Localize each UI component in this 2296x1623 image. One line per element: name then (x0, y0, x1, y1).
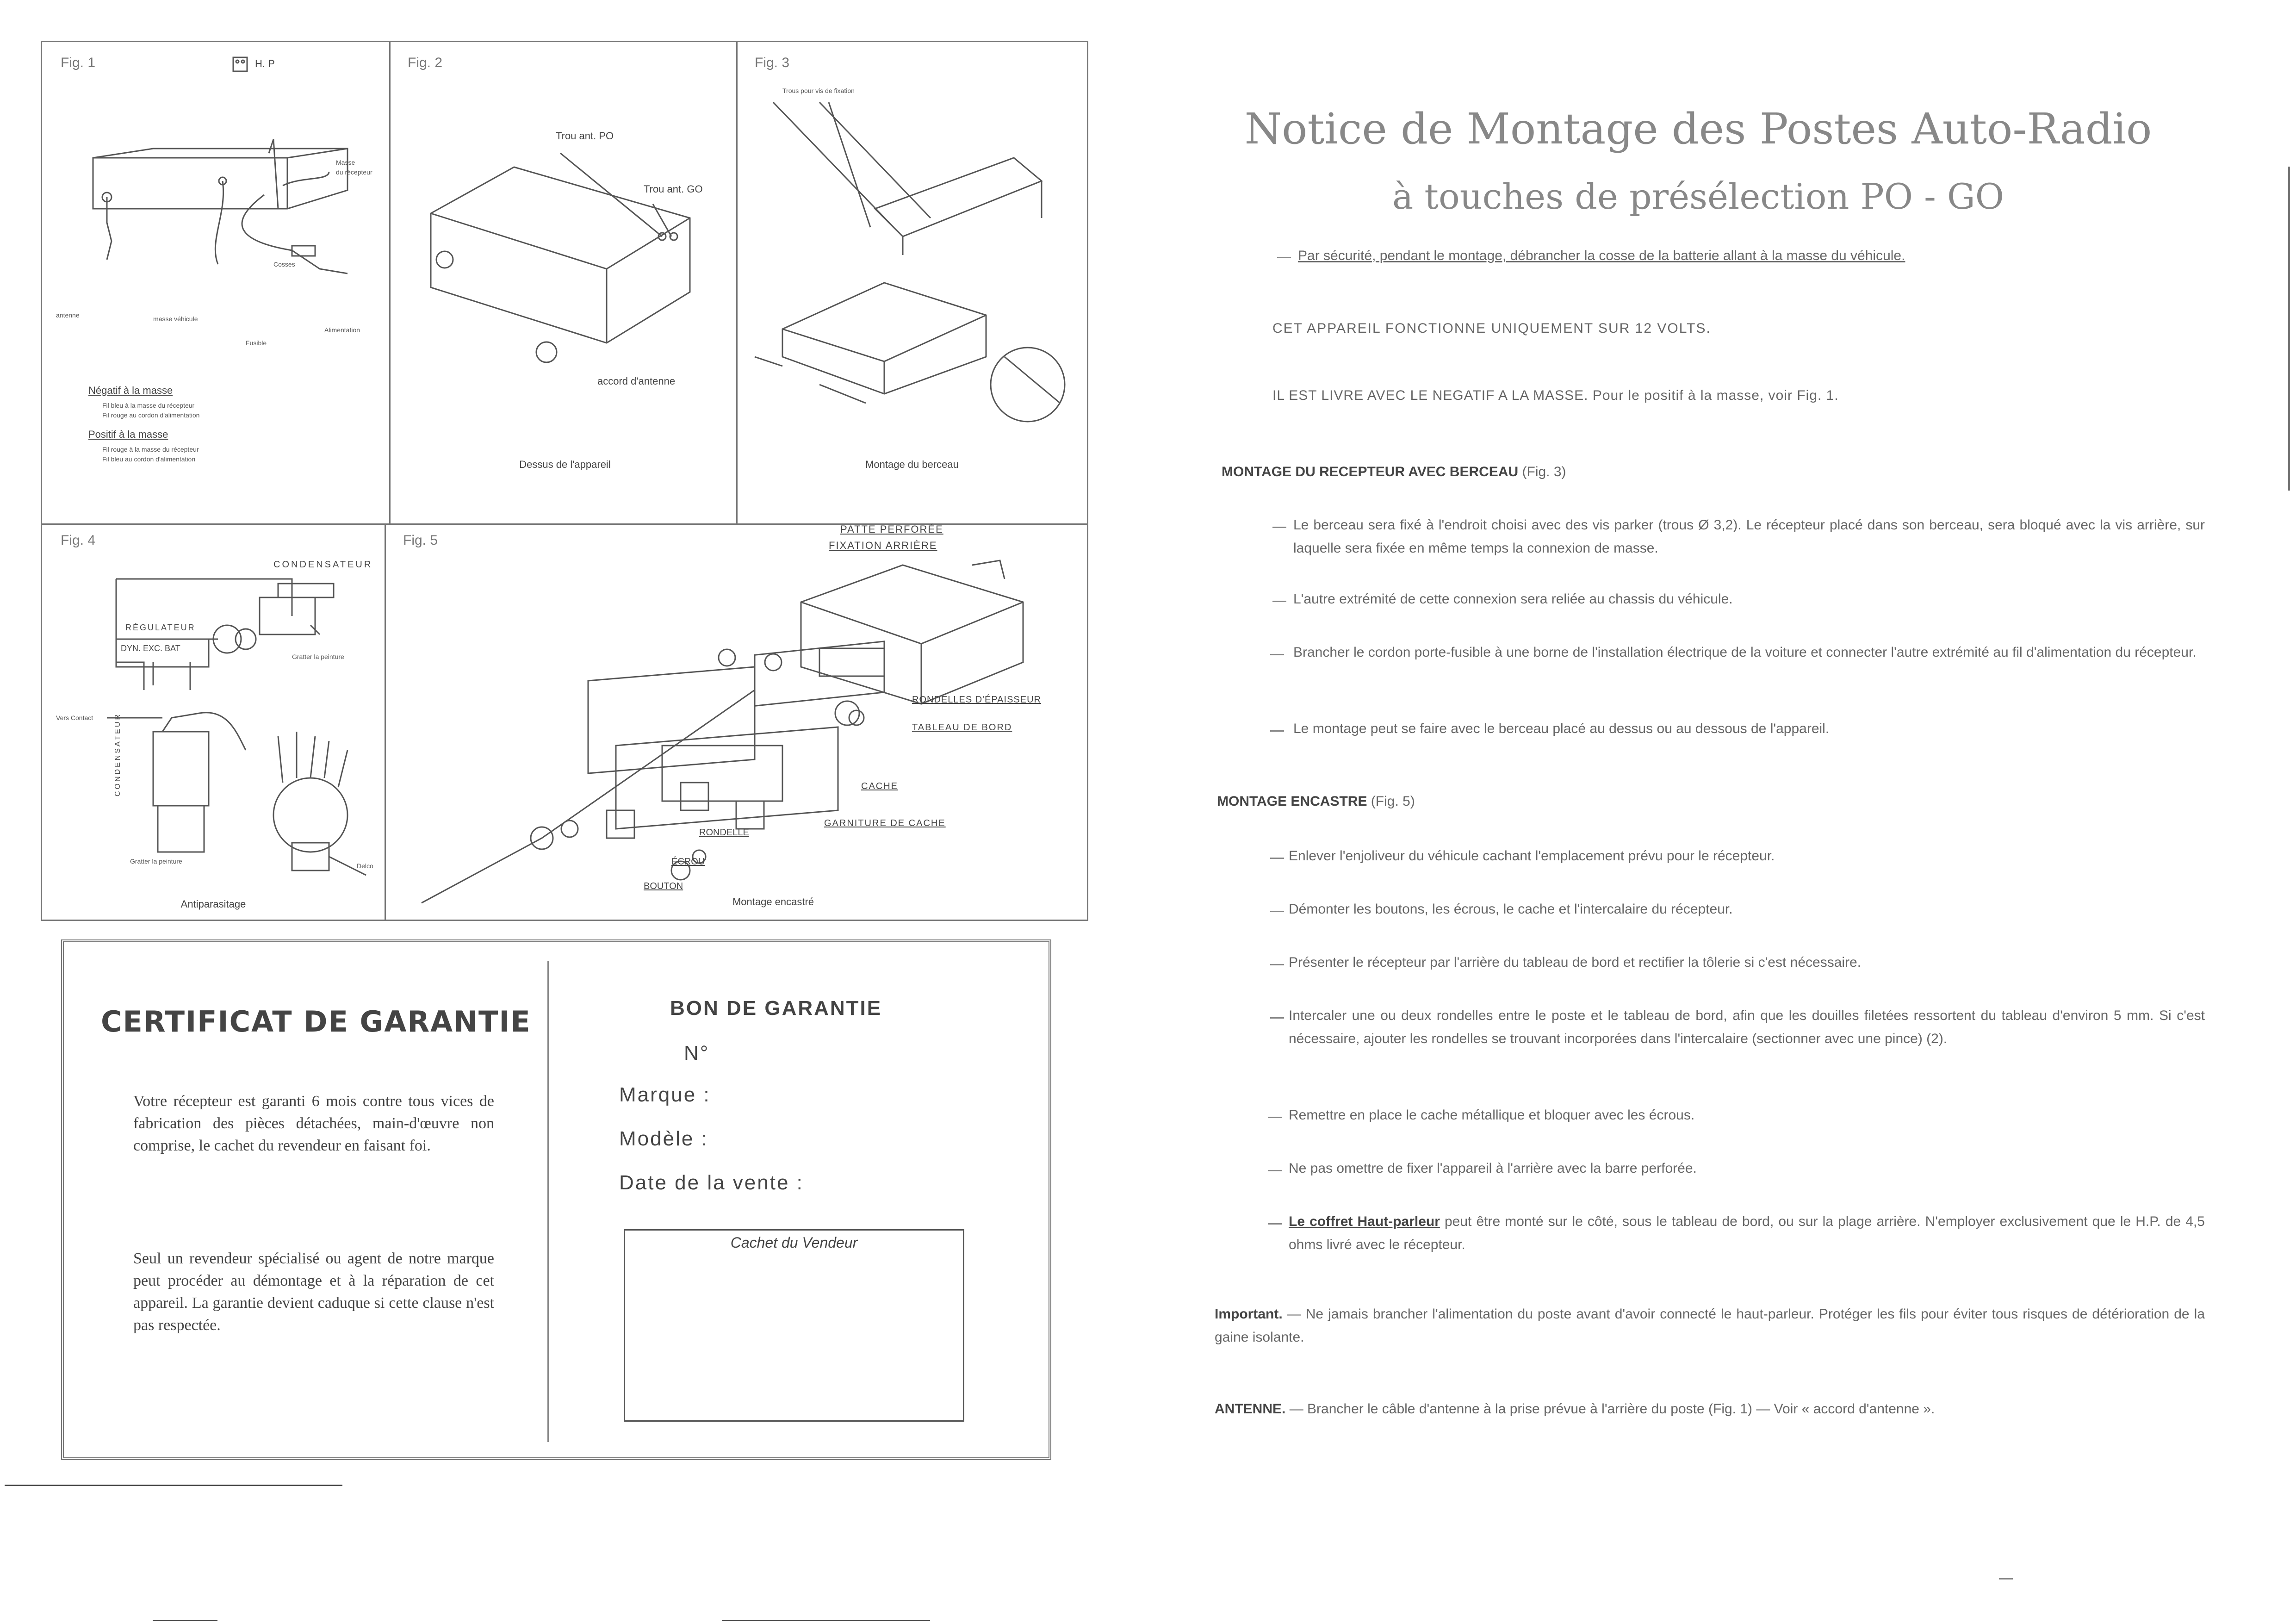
heading-encastre: MONTAGE ENCASTRE (Fig. 5) (1217, 794, 1415, 809)
coffret-text: peut être monté sur le côté, sous le tableau de bord, ou sur la plage arrière. N'employer exclusivement que le H.P. de 4,5 ohms livré avec le récepteur. (1289, 1214, 2205, 1252)
warranty-certificate (61, 939, 1051, 1460)
coffret-label: Le coffret Haut-parleur (1289, 1214, 1440, 1229)
fig5-ecrou: ÉCROU (671, 857, 705, 867)
fig3-caption: Montage du berceau (865, 459, 959, 470)
certificat-para2: Seul un revendeur spécialisé ou agent de notre marque peut procéder au démontage et à la réparation de cet appareil. La garantie devient caduque si cette clause n'est pas respectée. (133, 1250, 494, 1334)
antenne-label: ANTENNE. (1215, 1401, 1286, 1417)
encastre-item-5: Remettre en place le cache métallique et bloquer avec les écrous. (1289, 1107, 1695, 1123)
dash (1270, 1017, 1284, 1019)
fig5-patte1: PATTE PERFORÉE (840, 523, 943, 535)
fig4-gratter2: Gratter la peinture (130, 858, 182, 865)
fig1-drawing (88, 102, 375, 278)
fig1-antenne: antenne (56, 311, 80, 319)
notice-title: Notice de Montage des Postes Auto-Radio (1244, 104, 2152, 154)
bon-modele[interactable]: Modèle : (619, 1127, 708, 1150)
important-text: — Ne jamais brancher l'alimentation du poste avant d'avoir connecté le haut-parleur. Protéger les fils pour éviter tous risques de détérioration de la gaine isolante. (1215, 1306, 2205, 1345)
fig4-regulateur-drawing (107, 570, 375, 709)
speaker-icon (232, 56, 248, 73)
encastre-item-3: Présenter le récepteur par l'arrière du tableau de bord et rectifier la tôlerie si c'est nécessaire. (1289, 955, 1862, 970)
fig4-caption: Antiparasitage (180, 898, 246, 910)
dash (1272, 527, 1286, 528)
fig2-caption: Dessus de l'appareil (519, 459, 611, 470)
antenne-text: — Brancher le câble d'antenne à la prise prévue à l'arrière du poste (Fig. 1) — Voir « accord d'antenne ». (1289, 1401, 1935, 1417)
fig1-negatif-lines: Fil bleu à la masse du récepteur Fil rouge au cordon d'alimentation (102, 402, 200, 419)
dash (1268, 1170, 1282, 1171)
notice-subtitle: à touches de présélection PO - GO (1392, 176, 2004, 217)
important-paragraph (1215, 1303, 2205, 1349)
fig4-gratter1: Gratter la peinture (292, 653, 344, 660)
fig4-dyn: DYN. EXC. BAT (121, 644, 180, 653)
fig5-bouton: BOUTON (644, 881, 683, 891)
encastre-item-1: Enlever l'enjoliveur du véhicule cachant l'emplacement prévu pour le récepteur. (1289, 848, 1775, 864)
divider (153, 1620, 217, 1621)
dash (1270, 858, 1284, 859)
grid-divider (736, 42, 738, 523)
bon-title: BON DE GARANTIE (670, 997, 882, 1020)
fig5-rondelles: RONDELLES D'ÉPAISSEUR (912, 695, 1041, 705)
fig1-positif-lines: Fil rouge à la masse du récepteur Fil bleu au cordon d'alimentation (102, 446, 199, 463)
fig1-masse-recepteur: Masse du récepteur (336, 159, 372, 176)
fig3-trous: Trous pour vis de fixation (782, 87, 855, 94)
berceau-item-2: L'autre extrémité de cette connexion sera reliée au chassis du véhicule. (1293, 591, 1733, 607)
berceau-item-3: Brancher le cordon porte-fusible à une borne de l'installation électrique de la voiture et connecter l'autre extrémité au fil d'alimentation du récepteur. (1293, 645, 2197, 660)
dash (1270, 654, 1284, 655)
notice-securite: Par sécurité, pendant le montage, débrancher la cosse de la batterie allant à la masse du véhicule. (1298, 248, 1905, 263)
berceau-item-1: Le berceau sera fixé à l'endroit choisi avec des vis parker (trous Ø 3,2). Le récepteur placé dans son berceau, sera bloqué avec la vis arrière, sur laquelle sera fixée en même temps la connexion de masse. (1293, 517, 2205, 556)
berceau-item-4: Le montage peut se faire avec le berceau placé au dessus ou au dessous de l'appareil. (1293, 721, 1830, 736)
fig4-regulateur: RÉGULATEUR (125, 623, 196, 632)
encastre-item-2: Démonter les boutons, les écrous, le cache et l'intercalaire du récepteur. (1289, 902, 1733, 917)
fig1-label: Fig. 1 (61, 55, 96, 70)
encastre-item-6: Ne pas omettre de fixer l'appareil à l'arrière avec la barre perforée. (1289, 1161, 1697, 1176)
fig4-label: Fig. 4 (61, 533, 96, 548)
cachet-box[interactable] (624, 1229, 964, 1422)
fig5-caption: Montage encastré (732, 896, 814, 908)
certificat-title: CERTIFICAT DE GARANTIE (101, 1005, 531, 1038)
fig4-condensateur: CONDENSATEUR (273, 560, 373, 570)
coffret-paragraph (1289, 1210, 2205, 1256)
dash (1270, 964, 1284, 965)
fig1-alimentation: Alimentation (324, 326, 360, 334)
divider (722, 1620, 930, 1621)
important-label: Important. (1215, 1306, 1283, 1322)
antenne-paragraph (1215, 1398, 1935, 1421)
fig5-cache: CACHE (861, 781, 899, 791)
fig5-garniture: GARNITURE DE CACHE (824, 818, 946, 828)
fig1-positif-title: Positif à la masse (88, 429, 168, 440)
dash (1270, 730, 1284, 732)
fig4-condensateur-vertical: CONDENSATEUR (114, 712, 122, 796)
notice-volts: CET APPAREIL FONCTIONNE UNIQUEMENT SUR 12 VOLTS. (1272, 321, 1711, 336)
dash (1268, 1223, 1282, 1225)
fig4-vers-contact: Vers Contact (56, 714, 93, 721)
fig3-label: Fig. 3 (755, 55, 790, 70)
dash (1277, 257, 1291, 258)
grid-divider (385, 523, 386, 920)
fig5-patte2: FIXATION ARRIÈRE (829, 540, 937, 551)
dash (1272, 601, 1286, 602)
fig2-accord: accord d'antenne (597, 375, 676, 387)
fig2-trou-go: Trou ant. GO (644, 183, 703, 195)
heading-berceau: MONTAGE DU RECEPTEUR AVEC BERCEAU (Fig. 3) (1222, 464, 1566, 479)
fig5-tableau: TABLEAU DE BORD (912, 722, 1012, 733)
fig2-drawing (422, 149, 718, 389)
grid-divider (389, 42, 391, 523)
divider (5, 1485, 342, 1486)
bon-no[interactable]: N° (684, 1042, 710, 1064)
fig5-rondelle: RONDELLE (699, 827, 749, 838)
fig4-delco-drawing (107, 704, 375, 880)
fig3-drawing (755, 98, 1079, 459)
fig1-cosses: Cosses (273, 261, 295, 268)
fig1-negatif-title: Négatif à la masse (88, 385, 173, 396)
fig2-label: Fig. 2 (408, 55, 443, 70)
edge-mark (1999, 1578, 2013, 1579)
fig5-label: Fig. 5 (403, 533, 438, 548)
dash (1270, 911, 1284, 912)
figure-grid (41, 41, 1088, 921)
cachet-label: Cachet du Vendeur (730, 1234, 858, 1251)
fig2-trou-po: Trou ant. PO (556, 130, 614, 142)
fig1-masse-vehicule: masse véhicule (153, 315, 198, 323)
fig1-hp: H. P (255, 58, 275, 69)
certificate-divider (547, 961, 549, 1442)
fig1-fusible: Fusible (246, 339, 267, 347)
notice-negatif: IL EST LIVRE AVEC LE NEGATIF A LA MASSE. Pour le positif à la masse, voir Fig. 1. (1272, 388, 1839, 403)
certificat-para1: Votre récepteur est garanti 6 mois contre tous vices de fabrication des pièces détachées, main-d'œuvre non comprise, le cachet du revendeur en faisant foi. (133, 1093, 494, 1154)
bon-marque[interactable]: Marque : (619, 1083, 711, 1106)
encastre-item-4: Intercaler une ou deux rondelles entre le poste et le tableau de bord, afin que les douilles filetées ressortent du tableau d'environ 5 mm. Si c'est nécessaire, ajouter les rondelles se trouvant incorporées dans l'intercalaire (sectionner avec une pince) (2). (1289, 1008, 2205, 1046)
edge-mark (2288, 167, 2290, 491)
dash (1268, 1117, 1282, 1118)
bon-date[interactable]: Date de la vente : (619, 1171, 804, 1194)
fig4-delco: Delco (357, 862, 373, 870)
